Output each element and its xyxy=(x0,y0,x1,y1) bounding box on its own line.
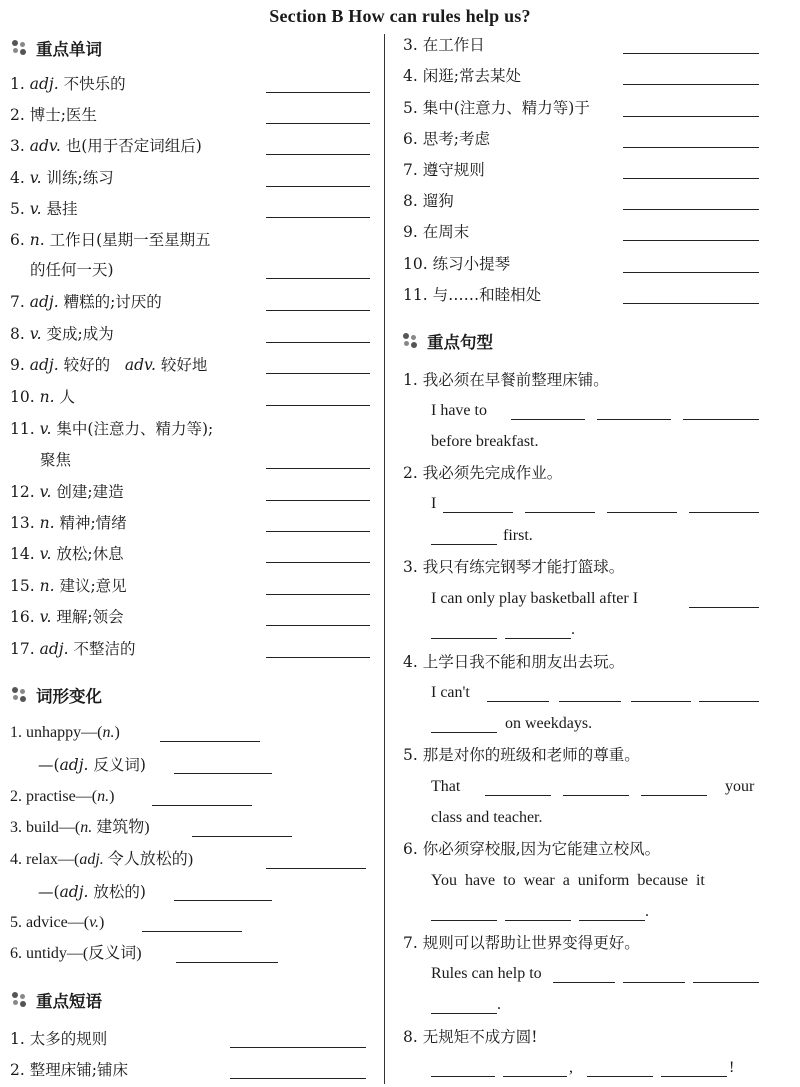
answer-blank[interactable] xyxy=(174,884,272,901)
part-of-speech: adj. xyxy=(79,851,104,868)
phrase-item-1 xyxy=(10,1027,107,1051)
answer-blank[interactable] xyxy=(192,820,292,837)
item-text: 变成;成为 xyxy=(46,325,114,343)
sentence-4-en: I can't xyxy=(431,684,470,701)
vocab-item-3 xyxy=(10,134,202,158)
answer-blank[interactable] xyxy=(142,915,242,932)
item-text: 不快乐的 xyxy=(63,75,126,93)
vocab-heading xyxy=(12,36,102,60)
item-number: 1. xyxy=(10,1030,25,1048)
answer-blank[interactable] xyxy=(623,162,759,179)
phrase-item-2 xyxy=(10,1058,128,1082)
answer-blank[interactable] xyxy=(266,76,370,93)
sentence-chinese: 上学日我不能和朋友出去玩。 xyxy=(422,653,625,671)
answer-blank[interactable] xyxy=(431,904,497,921)
vocab-item-14 xyxy=(10,542,124,566)
answer-blank[interactable] xyxy=(176,946,278,963)
answer-blank[interactable] xyxy=(174,757,272,774)
sentence-chinese: 规则可以帮助让世界变得更好。 xyxy=(422,934,640,952)
sentence-1-cn xyxy=(403,368,609,392)
part-of-speech: v. xyxy=(29,169,42,187)
item-number: 15. xyxy=(10,577,35,595)
phrase-item-4 xyxy=(403,64,521,88)
sentence-chinese: 我必须先完成作业。 xyxy=(422,464,563,482)
part-of-speech: adj. xyxy=(59,883,89,901)
item-text: 创建;建造 xyxy=(56,483,124,501)
sentence-4-en-end: on weekdays. xyxy=(505,715,593,732)
item-number: 3. xyxy=(403,558,418,576)
item-number: 17. xyxy=(10,640,35,658)
phrase-item-9 xyxy=(403,220,469,244)
answer-blank[interactable] xyxy=(597,403,671,420)
item-text: 放松;休息 xyxy=(56,545,124,563)
phrases-heading xyxy=(12,988,102,1012)
item-number: 6. xyxy=(10,945,22,962)
answer-blank[interactable] xyxy=(693,966,759,983)
item-text: 悬挂 xyxy=(46,200,78,218)
sentence-6-en-end: . xyxy=(645,903,649,920)
item-number: 16. xyxy=(10,608,35,626)
answer-blank[interactable] xyxy=(623,131,759,148)
part-of-speech: adv. xyxy=(124,356,156,374)
answer-blank[interactable] xyxy=(623,68,759,85)
phrase-item-8 xyxy=(403,189,454,213)
item-text: 博士;医生 xyxy=(29,106,97,124)
vocab-item-16 xyxy=(10,605,124,629)
sentence-chinese: 那是对你的班级和老师的尊重。 xyxy=(422,746,640,764)
item-text: 闲逛;常去某处 xyxy=(422,67,521,85)
item-number: 13. xyxy=(10,514,35,532)
answer-blank[interactable] xyxy=(689,496,759,513)
forms-item-5 xyxy=(10,911,104,935)
vocab-item-11 xyxy=(10,417,213,441)
item-number: 2. xyxy=(10,106,25,124)
part-of-speech: adj. xyxy=(59,756,89,774)
item-text: 建议;意见 xyxy=(59,577,127,595)
item-number: 14. xyxy=(10,545,35,563)
page-title: Section B How can rules help us? xyxy=(269,6,531,26)
sentence-5-en-end: class and teacher. xyxy=(431,809,543,826)
item-number: 3. xyxy=(403,36,418,54)
answer-blank[interactable] xyxy=(266,107,370,124)
item-number: 3. xyxy=(10,819,22,836)
item-text: build—( xyxy=(26,819,81,836)
item-text: unhappy—( xyxy=(26,724,103,741)
item-number: 1. xyxy=(10,724,22,741)
forms-item-1-cont xyxy=(38,753,146,777)
part-of-speech: v. xyxy=(39,420,52,438)
answer-blank[interactable] xyxy=(266,452,370,469)
answer-blank[interactable] xyxy=(505,622,571,639)
item-text: 遵守规则 xyxy=(422,161,485,179)
answer-blank[interactable] xyxy=(503,1060,567,1077)
part-of-speech: v. xyxy=(89,914,99,931)
answer-blank[interactable] xyxy=(525,496,595,513)
sentence-2-en: I xyxy=(431,495,437,512)
answer-blank[interactable] xyxy=(623,193,759,210)
item-text: 集中(注意力、精力等); xyxy=(56,420,214,438)
item-text: —( xyxy=(38,883,60,901)
answer-blank[interactable] xyxy=(431,1060,495,1077)
sentence-6-cn xyxy=(403,837,660,861)
item-number: 6. xyxy=(10,231,25,249)
answer-blank[interactable] xyxy=(623,100,759,117)
sentence-7-cn xyxy=(403,931,640,955)
item-number: 10. xyxy=(403,255,428,273)
sentences-heading xyxy=(403,329,493,353)
vocab-item-6 xyxy=(10,228,211,252)
part-of-speech: n. xyxy=(39,388,55,406)
item-number: 9. xyxy=(10,356,25,374)
answer-blank[interactable] xyxy=(431,622,497,639)
item-number: 4. xyxy=(403,653,418,671)
answer-blank[interactable] xyxy=(266,201,370,218)
answer-blank[interactable] xyxy=(623,256,759,273)
phrase-item-5 xyxy=(403,96,590,120)
part-of-speech: adj. xyxy=(29,356,59,374)
item-text: 训练;练习 xyxy=(46,169,114,187)
answer-blank[interactable] xyxy=(266,641,370,658)
phrases-heading-text: 重点短语 xyxy=(36,992,102,1011)
sentence-5-en: That xyxy=(431,778,461,795)
item-text: —( xyxy=(38,756,60,774)
part-of-speech: v. xyxy=(29,200,42,218)
dots-icon xyxy=(12,687,28,703)
dots-icon xyxy=(12,40,28,56)
item-text: 整理床铺;铺床 xyxy=(29,1061,128,1079)
item-text: 精神;情绪 xyxy=(59,514,127,532)
answer-blank[interactable] xyxy=(587,1060,653,1077)
item-text: 在工作日 xyxy=(422,36,485,54)
item-number: 9. xyxy=(403,223,418,241)
item-number: 6. xyxy=(403,840,418,858)
vocab-item-7 xyxy=(10,290,162,314)
part-of-speech: v. xyxy=(39,483,52,501)
forms-item-6 xyxy=(10,942,142,966)
item-text: 在周末 xyxy=(422,223,470,241)
forms-item-3 xyxy=(10,816,150,840)
sentence-2-cn xyxy=(403,461,562,485)
answer-blank[interactable] xyxy=(511,403,585,420)
answer-blank[interactable] xyxy=(431,716,497,733)
item-text: 思考;考虑 xyxy=(422,130,490,148)
part-of-speech: n. xyxy=(97,788,110,805)
phrase-item-3 xyxy=(403,33,485,57)
sentence-3-en-end: . xyxy=(571,621,575,638)
answer-blank[interactable] xyxy=(487,685,549,702)
item-number: 7. xyxy=(10,293,25,311)
item-text: 不整洁的 xyxy=(73,640,136,658)
item-number: 3. xyxy=(10,137,25,155)
item-number: 5. xyxy=(403,99,418,117)
vocab-item-5 xyxy=(10,197,78,221)
item-text: ) xyxy=(109,788,115,805)
answer-blank[interactable] xyxy=(631,685,691,702)
answer-blank[interactable] xyxy=(230,1031,366,1048)
item-text: 反义词) xyxy=(93,756,146,774)
part-of-speech: n. xyxy=(80,819,93,836)
answer-blank[interactable] xyxy=(266,578,370,595)
part-of-speech: n. xyxy=(102,724,115,741)
answer-blank[interactable] xyxy=(559,685,621,702)
item-text: ) xyxy=(114,724,120,741)
item-text: 反义词) xyxy=(88,945,142,962)
part-of-speech: adv. xyxy=(29,137,61,155)
answer-blank[interactable] xyxy=(579,904,645,921)
answer-blank[interactable] xyxy=(443,496,513,513)
sentence-8-en-end: ! xyxy=(729,1059,735,1076)
sentence-5-cn xyxy=(403,743,640,767)
sentence-3-en: I can only play basketball after I xyxy=(431,590,639,607)
sentence-2-en-end: first. xyxy=(503,527,533,544)
item-text: 的任何一天) xyxy=(30,261,114,279)
forms-item-1 xyxy=(10,721,120,745)
part-of-speech: adj. xyxy=(39,640,69,658)
item-text: 较好地 xyxy=(160,356,208,374)
dots-icon xyxy=(403,333,419,349)
item-text: advice—( xyxy=(26,914,90,931)
sentence-chinese: 你必须穿校服,因为它能建立校风。 xyxy=(422,840,661,858)
item-text: 放松的) xyxy=(93,883,146,901)
answer-blank[interactable] xyxy=(607,496,677,513)
answer-blank[interactable] xyxy=(505,904,571,921)
sentences-heading-text: 重点句型 xyxy=(427,333,493,352)
vocab-item-9 xyxy=(10,353,207,377)
part-of-speech: adj. xyxy=(29,75,59,93)
vocab-item-4 xyxy=(10,166,114,190)
sentence-4-cn xyxy=(403,650,624,674)
vocab-item-2 xyxy=(10,103,97,127)
answer-blank[interactable] xyxy=(160,725,260,742)
answer-blank[interactable] xyxy=(485,779,551,796)
sentence-7-en-end: . xyxy=(497,996,501,1013)
item-text: 较好的 xyxy=(63,356,111,374)
item-text: 也(用于否定词组后) xyxy=(65,137,202,155)
item-number: 2. xyxy=(10,1061,25,1079)
item-number: 10. xyxy=(10,388,35,406)
phrase-item-11 xyxy=(403,283,541,307)
item-number: 2. xyxy=(10,788,22,805)
item-text: 工作日(星期一至星期五 xyxy=(49,231,211,249)
answer-blank[interactable] xyxy=(266,326,370,343)
item-number: 5. xyxy=(10,914,22,931)
answer-blank[interactable] xyxy=(623,224,759,241)
forms-item-4-cont xyxy=(38,880,146,904)
forms-item-2 xyxy=(10,785,114,809)
item-number: 8. xyxy=(403,1028,418,1046)
sentence-7-en: Rules can help to xyxy=(431,965,542,982)
answer-blank[interactable] xyxy=(152,789,252,806)
item-text: 聚焦 xyxy=(40,451,72,469)
item-text: 糟糕的;讨厌的 xyxy=(63,293,162,311)
answer-blank[interactable] xyxy=(266,546,370,563)
answer-blank[interactable] xyxy=(689,591,759,608)
item-number: 4. xyxy=(10,169,25,187)
sentence-5-en-your: your xyxy=(725,778,755,795)
part-of-speech: n. xyxy=(29,231,45,249)
sentence-chinese: 我只有练完钢琴才能打篮球。 xyxy=(422,558,625,576)
item-number: 5. xyxy=(403,746,418,764)
forms-item-4 xyxy=(10,848,193,872)
answer-blank[interactable] xyxy=(699,685,759,702)
item-number: 11. xyxy=(403,286,428,304)
answer-blank[interactable] xyxy=(266,294,370,311)
answer-blank[interactable] xyxy=(230,1062,366,1079)
vocab-item-15 xyxy=(10,574,127,598)
item-number: 1. xyxy=(10,75,25,93)
item-number: 4. xyxy=(403,67,418,85)
answer-blank[interactable] xyxy=(641,779,707,796)
item-number: 8. xyxy=(10,325,25,343)
answer-blank[interactable] xyxy=(553,966,615,983)
item-text: 练习小提琴 xyxy=(432,255,511,273)
answer-blank[interactable] xyxy=(266,484,370,501)
sentence-3-cn xyxy=(403,555,624,579)
part-of-speech: adj. xyxy=(29,293,59,311)
answer-blank[interactable] xyxy=(431,997,497,1014)
forms-heading xyxy=(12,683,102,707)
item-text: 建筑物) xyxy=(96,819,150,836)
forms-heading-text: 词形变化 xyxy=(36,687,102,706)
answer-blank[interactable] xyxy=(266,609,370,626)
item-text: relax—( xyxy=(26,851,80,868)
phrase-item-6 xyxy=(403,127,490,151)
item-number: 5. xyxy=(10,200,25,218)
phrase-item-7 xyxy=(403,158,485,182)
answer-blank[interactable] xyxy=(266,389,370,406)
item-text: 遛狗 xyxy=(422,192,454,210)
item-text: ) xyxy=(99,914,105,931)
item-text: 与……和睦相处 xyxy=(432,286,542,304)
answer-blank[interactable] xyxy=(683,403,759,420)
item-text: 令人放松的) xyxy=(107,851,194,868)
vocab-item-10 xyxy=(10,385,75,409)
vocab-item-1 xyxy=(10,72,126,96)
item-text: 理解;领会 xyxy=(56,608,124,626)
item-number: 11. xyxy=(10,420,35,438)
part-of-speech: v. xyxy=(39,608,52,626)
answer-blank[interactable] xyxy=(266,138,370,155)
sentence-chinese: 我必须在早餐前整理床铺。 xyxy=(422,371,609,389)
vocab-item-13 xyxy=(10,511,127,535)
item-text: untidy—( xyxy=(26,945,89,962)
item-text: 太多的规则 xyxy=(29,1030,108,1048)
item-number: 7. xyxy=(403,934,418,952)
answer-blank[interactable] xyxy=(266,852,366,869)
item-number: 7. xyxy=(403,161,418,179)
answer-blank[interactable] xyxy=(266,262,370,279)
answer-blank[interactable] xyxy=(661,1060,727,1077)
vocab-item-11-cont xyxy=(40,448,71,472)
sentence-chinese: 无规矩不成方圆! xyxy=(422,1028,538,1046)
vocab-item-12 xyxy=(10,480,124,504)
answer-blank[interactable] xyxy=(431,528,497,545)
item-text: 人 xyxy=(59,388,75,406)
vocab-item-17 xyxy=(10,637,135,661)
item-number: 8. xyxy=(403,192,418,210)
answer-blank[interactable] xyxy=(623,287,759,304)
vocab-item-8 xyxy=(10,322,114,346)
phrase-item-10 xyxy=(403,252,510,276)
item-number: 1. xyxy=(403,371,418,389)
item-number: 4. xyxy=(10,851,22,868)
part-of-speech: v. xyxy=(39,545,52,563)
sentence-6-en: You have to wear a uniform because it xyxy=(431,872,705,889)
item-text: practise—( xyxy=(26,788,98,805)
sentence-8-comma: , xyxy=(569,1059,573,1076)
item-number: 6. xyxy=(403,130,418,148)
answer-blank[interactable] xyxy=(266,357,370,374)
sentence-1-en-end: before breakfast. xyxy=(431,433,539,450)
item-text: 集中(注意力、精力等)于 xyxy=(422,99,590,117)
answer-blank[interactable] xyxy=(266,170,370,187)
item-number: 2. xyxy=(403,464,418,482)
item-number: 12. xyxy=(10,483,35,501)
vocab-item-6-cont xyxy=(30,258,114,282)
answer-blank[interactable] xyxy=(563,779,629,796)
part-of-speech: n. xyxy=(39,577,55,595)
part-of-speech: n. xyxy=(39,514,55,532)
answer-blank[interactable] xyxy=(623,966,685,983)
dots-icon xyxy=(12,992,28,1008)
answer-blank[interactable] xyxy=(266,515,370,532)
sentence-8-cn xyxy=(403,1025,537,1049)
column-divider xyxy=(384,34,385,1084)
part-of-speech: v. xyxy=(29,325,42,343)
answer-blank[interactable] xyxy=(623,37,759,54)
vocab-heading-text: 重点单词 xyxy=(36,40,102,59)
sentence-1-en: I have to xyxy=(431,402,487,419)
